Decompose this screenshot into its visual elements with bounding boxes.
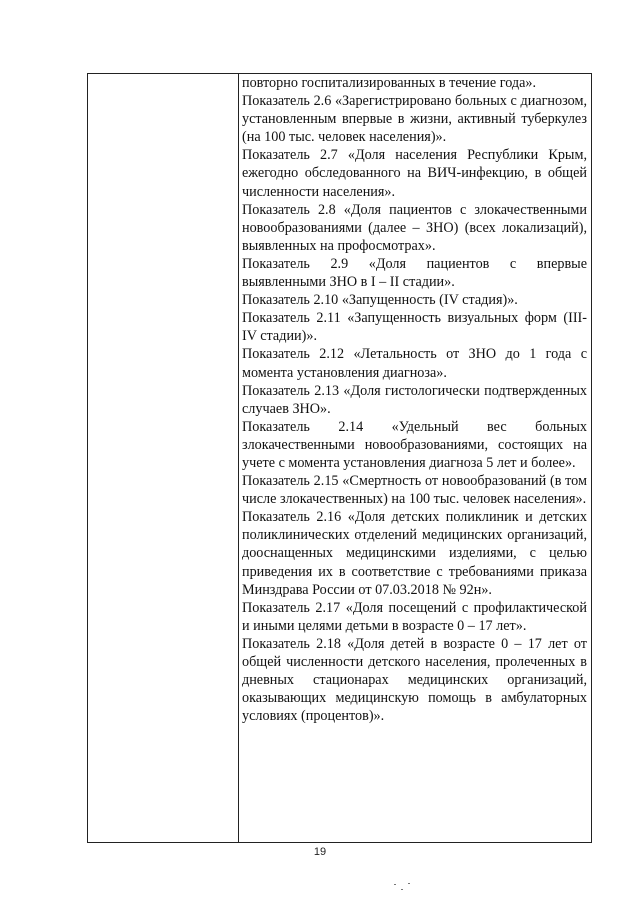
indicator-paragraph: Показатель 2.12 «Летальность от ЗНО до 1 года с момента установления диагноза». [242,346,587,381]
scan-speck [401,889,403,890]
scan-speck [394,884,396,885]
indicator-paragraph: Показатель 2.11 «Запущенность визуальных форм (III-IV стадии)». [242,310,587,345]
indicator-paragraph: Показатель 2.6 «Зарегистрировано больных с диагнозом, установленным впервые в жизни, активный туберкулез (на 100 тыс. человек населения)». [242,93,587,146]
indicators-table [87,73,592,843]
indicator-paragraph: Показатель 2.9 «Доля пациентов с впервые выявленными ЗНО в I – II стадии». [242,255,587,291]
indicator-paragraph: Показатель 2.18 «Доля детей в возрасте 0 – 17 лет от общей численности детского населения, пролеченных в дневных стационарах медицинских организаций, оказывающих медицинскую помощь в амбулаторных условиях (процентов)». [242,635,587,725]
indicator-paragraph: Показатель 2.13 «Доля гистологически подтвержденных случаев ЗНО». [242,382,587,417]
scan-speck [408,883,410,884]
indicator-paragraph: Показатель 2.15 «Смертность от новообразований (в том числе злокачественных) на 100 тыс. человек населения». [242,473,587,508]
indicator-paragraph: Показатель 2.14 «Удельный вес больных злокачественными новообразованиями, состоящих на учете с момента установления диагноза 5 лет и более». [242,418,587,471]
table-right-column [239,74,591,842]
indicator-paragraph: повторно госпитализированных в течение года». [242,75,537,91]
indicator-paragraph: Показатель 2.17 «Доля посещений с профилактической и иными целями детьми в возрасте 0 – 17 лет». [242,599,587,634]
indicator-paragraph: Показатель 2.16 «Доля детских поликлиник и детских поликлинических отделений медицинских организаций, дооснащенных медицинскими изделиями, с целью приведения их в соответствие с требованиями приказа Минздрава России от 07.03.2018 № 92н». [242,509,587,598]
indicator-paragraph: Показатель 2.8 «Доля пациентов с злокачественными новообразованиями (далее – ЗНО) (всех локализаций), выявленных на профосмотрах». [242,201,587,254]
indicator-paragraph: Показатель 2.10 «Запущенность (IV стадия)». [242,292,518,309]
indicator-paragraph: Показатель 2.7 «Доля населения Республики Крым, ежегодно обследованного на ВИЧ-инфекцию, в общей численности населения». [242,147,587,200]
scan-specks [390,882,430,894]
table-left-column [88,74,239,842]
page-number: 19 [313,846,327,858]
